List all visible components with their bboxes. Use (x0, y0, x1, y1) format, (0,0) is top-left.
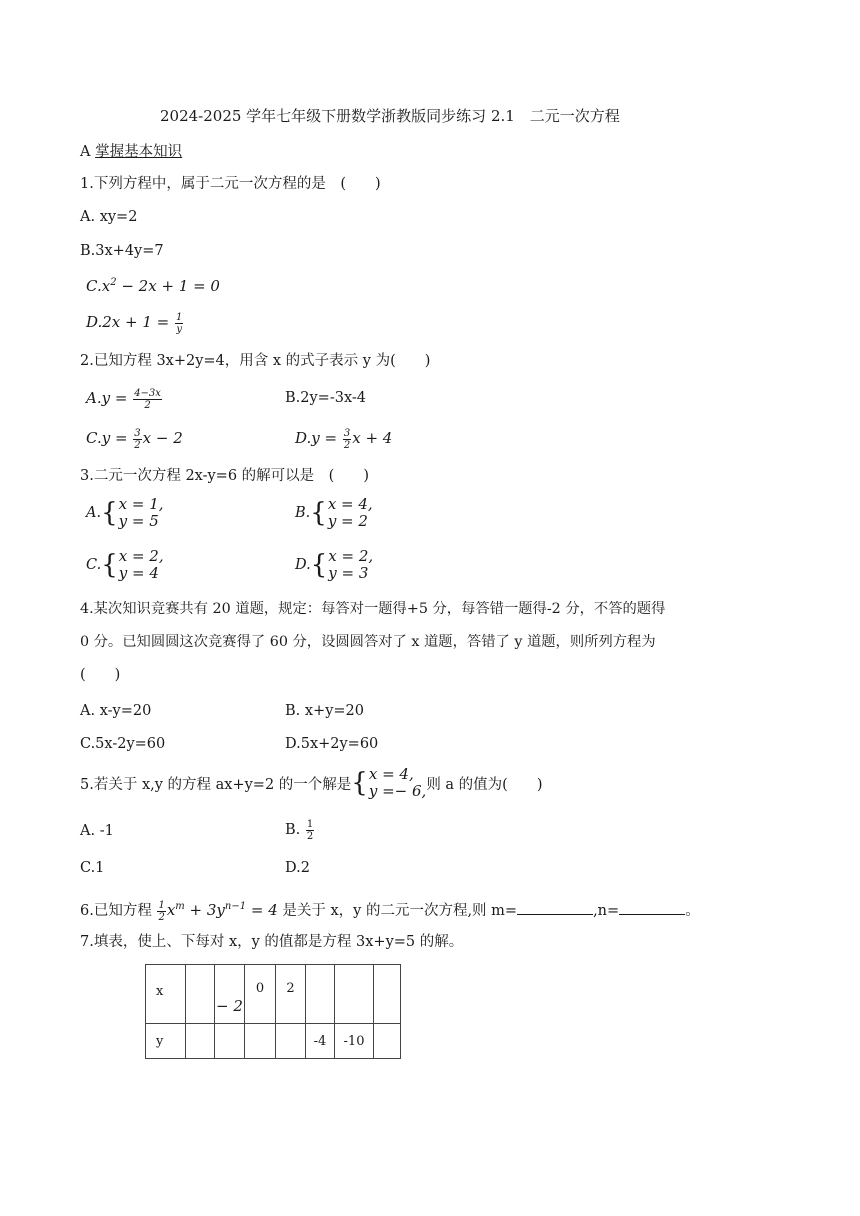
q2-option-c-rest: x − 2 (142, 429, 183, 447)
q3-option-c-r1: x = 2, (118, 547, 164, 565)
q6-mid: ,n= (593, 903, 620, 919)
q4-line1: 4.某次知识竞赛共有 20 道题，规定：每答对一题得+5 分，每答错一题得-2 分，不答的题得 (80, 601, 666, 617)
q3-option-b-brace: { (310, 498, 327, 528)
q1-option-b: B.3x+4y=7 (80, 243, 164, 259)
q3-option-a-prefix: A. (86, 505, 102, 521)
q5-brace: { (351, 768, 368, 798)
q3-option-b-r1: x = 4, (327, 495, 373, 513)
q5-option-b (285, 815, 315, 845)
q6-expr3: = 4 (246, 901, 278, 919)
q5-option-b-fraction (306, 819, 314, 842)
q5-option-b-num: 1 (306, 818, 314, 830)
q6-fraction (157, 900, 165, 923)
q2-option-d-den: 2 (343, 439, 351, 451)
q2-option-a-num: 4−3x (134, 387, 161, 399)
q3-option-d-r2: y = 3 (328, 564, 369, 582)
q7-row-x (146, 965, 401, 1024)
q3-option-c-prefix: C. (86, 557, 102, 573)
q5-stem-post: 则 a 的值为( ) (426, 776, 543, 793)
q1-option-c (86, 273, 220, 296)
q2-option-d-num: 3 (343, 427, 351, 439)
q7-x-cell[interactable] (186, 965, 215, 1024)
q2-option-d-rest: x + 4 (352, 429, 393, 447)
q7-x-cell[interactable]: 2 (276, 965, 306, 1024)
q1-option-d-prefix: D. (86, 313, 103, 331)
q7-x-label: x (146, 965, 186, 1024)
q5-option-b-prefix: B. (285, 822, 305, 838)
q4-line3: ( ) (80, 667, 121, 683)
q6-post: 是关于 x，y 的二元一次方程,则 m= (277, 903, 518, 919)
q6-expr2: + 3y (184, 901, 225, 919)
q7-y-cell[interactable] (276, 1024, 306, 1059)
q2-option-d-fraction (343, 428, 351, 451)
q6-blank-m[interactable] (517, 900, 593, 915)
q2-option-c-fraction (133, 428, 141, 451)
q5-stem (80, 766, 543, 800)
q3-option-b (295, 496, 373, 530)
q6-blank-n[interactable] (619, 900, 685, 915)
q1-option-d-num: 1 (176, 311, 183, 323)
q7-y-cell[interactable] (245, 1024, 276, 1059)
q4-line2: 0 分。已知圆圆这次竞赛得了 60 分，设圆圆答对了 x 道题，答错了 y 道题，则所列方程为 (80, 634, 656, 650)
q7-y-cell[interactable] (374, 1024, 401, 1059)
q3-option-c-brace: { (101, 550, 118, 580)
q7-row-y (146, 1024, 401, 1059)
q1-stem: 1.下列方程中，属于二元一次方程的是 ( ) (80, 176, 381, 192)
q3-option-b-prefix: B. (295, 505, 311, 521)
q6-pre: 6.已知方程 (80, 903, 157, 919)
q3-option-a-brace: { (101, 498, 118, 528)
q7-table (145, 964, 401, 1059)
q6-stem (80, 892, 700, 926)
q3-option-c-r2: y = 4 (118, 564, 159, 582)
q7-x-cell[interactable]: 0 (245, 965, 276, 1024)
q2-option-d-prefix: D.y = (295, 429, 342, 447)
q3-option-a (86, 496, 164, 530)
q2-option-a-den: 2 (144, 399, 151, 411)
q5-r1: x = 4, (368, 765, 414, 783)
q2-stem: 2.已知方程 3x+2y=4，用含 x 的式子表示 y 为( ) (80, 353, 431, 369)
q1-option-d-expr: 2x + 1 = (102, 313, 175, 331)
q1-option-a: A. xy=2 (80, 209, 138, 225)
section-heading-text: A 掌握基本知识 (80, 144, 183, 160)
q5-option-d: D.2 (285, 860, 310, 876)
q1-option-d (86, 307, 184, 337)
q3-option-a-r2: y = 5 (118, 512, 159, 530)
q2-option-d (295, 423, 392, 453)
q7-x-cell[interactable] (335, 965, 374, 1024)
q7-stem: 7.填表，使上、下每对 x，y 的值都是方程 3x+y=5 的解。 (80, 934, 464, 950)
q6-den: 2 (158, 911, 165, 923)
q5-option-a: A. -1 (80, 823, 114, 839)
q3-option-d-prefix: D. (295, 557, 311, 573)
q7-x-cell[interactable] (374, 965, 401, 1024)
q4-option-a: A. x-y=20 (80, 703, 152, 719)
q6-num: 1 (158, 899, 165, 911)
q1-option-d-den: y (176, 323, 183, 335)
q2-option-c-num: 3 (134, 427, 141, 439)
q2-option-a-prefix: A.y = (86, 389, 133, 407)
q2-option-a (86, 383, 163, 413)
q6-sup2: n−1 (224, 901, 247, 912)
q7-x-cell[interactable] (306, 965, 335, 1024)
q6-end: 。 (685, 903, 700, 919)
q3-stem: 3.二元一次方程 2x-y=6 的解可以是 ( ) (80, 468, 369, 484)
page-title: 2024-2025 学年七年级下册数学浙教版同步练习 2.1 二元一次方程 (160, 107, 620, 125)
q4-option-b: B. x+y=20 (285, 703, 364, 719)
q1-option-d-fraction (175, 312, 183, 335)
q2-option-a-fraction (133, 388, 162, 411)
q7-x-cell[interactable]: − 2 (215, 965, 245, 1024)
q1-option-c-prefix: C. (86, 277, 102, 295)
q3-option-a-r1: x = 1, (118, 495, 164, 513)
q1-option-c-rest: − 2x + 1 = 0 (116, 277, 220, 295)
q3-option-d-r1: x = 2, (328, 547, 374, 565)
q3-option-b-r2: y = 2 (327, 512, 368, 530)
q7-y-cell[interactable] (186, 1024, 215, 1059)
q7-y-label: y (146, 1024, 186, 1059)
q2-option-c-den: 2 (134, 439, 141, 451)
q3-option-d-brace: { (310, 550, 328, 580)
q5-stem-pre: 5.若关于 x,y 的方程 ax+y=2 的一个解是 (80, 776, 352, 793)
q2-option-c (86, 423, 183, 453)
q5-option-c: C.1 (80, 860, 105, 876)
q2-option-b: B.2y=-3x-4 (285, 390, 367, 406)
q6-sup1: m (175, 901, 185, 912)
q7-y-cell[interactable]: -10 (335, 1024, 374, 1059)
q5-r2: y =− 6, (368, 782, 427, 800)
q2-option-c-prefix: C.y = (86, 429, 133, 447)
q5-option-b-den: 2 (306, 830, 314, 842)
q6-expr1: x (166, 901, 176, 919)
q4-option-d: D.5x+2y=60 (285, 736, 379, 752)
q7-y-cell[interactable]: -4 (306, 1024, 335, 1059)
q7-y-cell[interactable] (215, 1024, 245, 1059)
q3-option-d (295, 548, 373, 582)
q3-option-c (86, 548, 164, 582)
section-heading (80, 142, 182, 162)
q1-option-c-sup: 2 (110, 277, 117, 288)
q4-option-c: C.5x-2y=60 (80, 736, 166, 752)
q1-option-c-base: x (101, 277, 111, 295)
